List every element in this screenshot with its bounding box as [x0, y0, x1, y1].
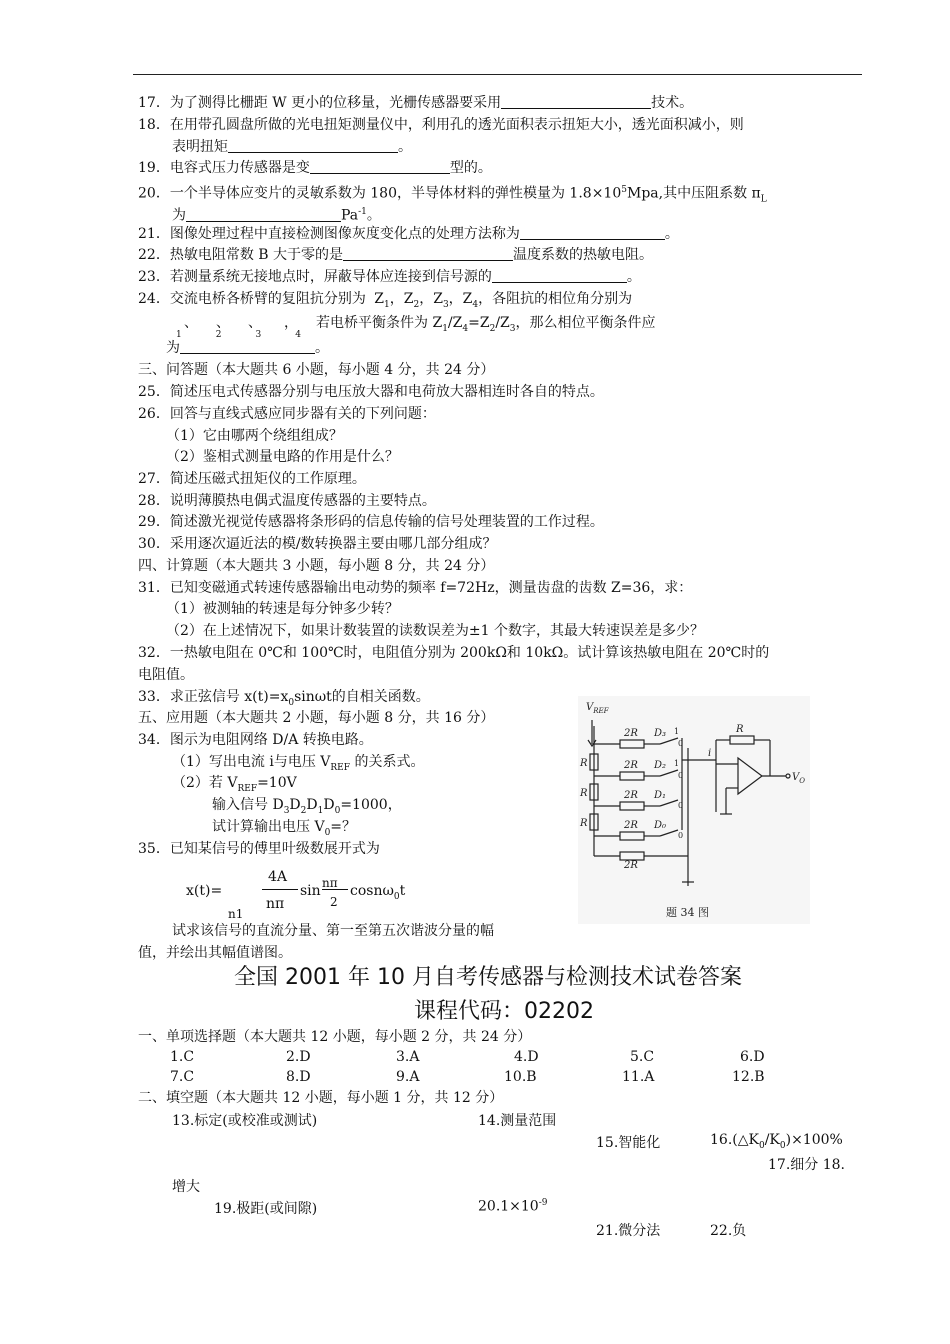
question-17: 17．为了测得比栅距 W 更小的位移量，光栅传感器要采用 技术。 — [138, 95, 694, 111]
header-rule — [133, 74, 862, 75]
question-19: 19．电容式压力传感器是变 型的。 — [138, 160, 492, 176]
answer-blank[interactable] — [180, 339, 315, 354]
formula-sin: sin — [300, 883, 321, 899]
fill-answer-21: 21.微分法 — [596, 1223, 661, 1239]
fig-d0: D₀ — [654, 820, 667, 831]
question-24: 24．交流电桥各桥臂的复阻抗分别为 $Z_1$，$Z_2$，$Z_3$，$Z_4$，各阻抗的相位角分别为 — [138, 291, 633, 310]
formula-frac-den: 2 — [330, 895, 338, 909]
fig-vref-label: $V_{REF}$ — [586, 702, 609, 715]
fill-answer-22: 22.负 — [710, 1223, 747, 1239]
question-32-cont: 电阻值。 — [138, 667, 194, 683]
answer-section-2: 二、填空题（本大题共 12 小题，每小题 1 分，共 12 分） — [138, 1090, 504, 1106]
mc-answer: 1.C — [170, 1049, 195, 1065]
fig-2r-5: 2R — [624, 860, 638, 871]
question-23: 23．若测量系统无接地点时，屏蔽导体应连接到信号源的 。 — [138, 269, 641, 285]
question-28: 28．说明薄膜热电偶式温度传感器的主要特点。 — [138, 493, 436, 509]
question-29: 29．简述激光视觉传感器将条形码的信息传输的信号处理装置的工作过程。 — [138, 514, 604, 530]
question-21: 21．图像处理过程中直接检测图像灰度变化点的处理方法称为 。 — [138, 226, 679, 242]
question-34-3: 输入信号 $D_3D_2D_1D_0=1000$， — [212, 797, 402, 816]
fig-vo: $V_O$ — [792, 772, 805, 785]
mc-answer: 12.B — [732, 1069, 765, 1085]
question-20-cont: 为 $Pa^{-1}$。 — [172, 207, 381, 224]
question-26-1: （1）它由哪两个绕组组成？ — [166, 428, 343, 444]
phase-subscripts: 1 2 3 4 — [176, 330, 301, 340]
fill-answer-17: 17.细分 18. — [768, 1157, 845, 1173]
question-18: 18．在用带孔圆盘所做的光电扭矩测量仪中，利用孔的透光面积表示扭矩大小，透光面积减小，则 — [138, 117, 744, 133]
question-34-1: （1）写出电流 i与电压 $V_{REF}$ 的关系式。 — [172, 754, 425, 773]
question-30: 30．采用逐次逼近法的模/数转换器主要由哪几部分组成？ — [138, 536, 497, 552]
question-33: 33．求正弦信号 $x(t)=x_0\sin\omega t$的自相关函数。 — [138, 689, 430, 708]
fig-r-3: R — [580, 818, 588, 829]
question-31-2: （2）在上述情况下，如果计数装置的读数误差为±1 个数字，其最大转速误差是多少？ — [166, 623, 704, 639]
question-35-cont2: 值，并绘出其幅值谱图。 — [138, 945, 292, 961]
mc-answer: 10.B — [504, 1069, 537, 1085]
fig-d3: D₃ — [654, 728, 667, 739]
fig-r-1: R — [580, 758, 588, 769]
answer-blank[interactable] — [186, 207, 341, 222]
question-26: 26．回答与直线式感应同步器有关的下列问题： — [138, 406, 436, 422]
fig-zero-1: 0 — [678, 739, 684, 748]
question-22: 22．热敏电阻常数 B 大于零的是 温度系数的热敏电阻。 — [138, 247, 654, 263]
answer-section-1: 一、单项选择题（本大题共 12 小题，每小题 2 分，共 24 分） — [138, 1029, 532, 1045]
formula-lhs: x(t)= — [186, 883, 223, 899]
fig-one-1: 1 — [674, 727, 680, 736]
fig-zero-2: 0 — [678, 771, 684, 780]
mc-answer: 2.D — [286, 1049, 311, 1065]
section-4-heading: 四、计算题（本大题共 3 小题，每小题 8 分，共 24 分） — [138, 558, 495, 574]
fig-d1: D₁ — [654, 790, 667, 801]
question-20: 20．一个半导体应变片的灵敏系数为 180，半导体材料的弹性模量为 $1.8\times 10^5Mpa$,其中压阻系数 $\pi_L$ — [138, 185, 767, 205]
question-26-2: （2）鉴相式测量电路的作用是什么？ — [166, 449, 399, 465]
fig-2r-1: 2R — [624, 728, 638, 739]
question-34: 34．图示为电阻网络 D/A 转换电路。 — [138, 732, 373, 748]
formula-denominator: nπ — [266, 896, 285, 912]
question-31-1: （1）被测轴的转速是每分钟多少转？ — [166, 601, 399, 617]
fig-2r-2: 2R — [624, 760, 638, 771]
mc-answer: 6.D — [740, 1049, 765, 1065]
fill-answer-13: 13.标定(或校准或测试) — [172, 1113, 318, 1129]
fig-r-2: R — [580, 788, 588, 799]
mc-answer: 8.D — [286, 1069, 311, 1085]
mc-answer: 7.C — [170, 1069, 195, 1085]
question-24-cont: 为 。 — [166, 340, 329, 356]
answer-blank[interactable] — [310, 159, 450, 174]
answer-course-code: 课程代码：02202 — [414, 999, 594, 1024]
mc-answer: 11.A — [622, 1069, 655, 1085]
fig-2r-3: 2R — [624, 790, 638, 801]
formula-cos: cosnω$_0$t — [350, 883, 406, 902]
answer-title: 全国 2001 年 10 月自考传感器与检测技术试卷答案 — [234, 965, 742, 990]
answer-blank[interactable] — [492, 268, 627, 283]
figure-caption: 题 34 图 — [666, 906, 709, 919]
fill-answer-15: 15.智能化 — [596, 1135, 661, 1151]
question-27: 27．简述压磁式扭矩仪的工作原理。 — [138, 471, 366, 487]
mc-answer: 9.A — [396, 1069, 420, 1085]
fig-d2: D₂ — [654, 760, 667, 771]
question-24-line2: 、 、 、 ， 若电桥平衡条件为 $Z_1/Z_4=Z_2/Z_3$，那么相位平衡条件应 — [184, 315, 656, 334]
fig-r-feedback: R — [736, 724, 744, 735]
fig-zero-3: 0 — [678, 801, 684, 810]
section-5-heading: 五、应用题（本大题共 2 小题，每小题 8 分，共 16 分） — [138, 710, 495, 726]
answer-blank[interactable] — [501, 94, 651, 109]
section-3-heading: 三、问答题（本大题共 6 小题，每小题 4 分，共 24 分） — [138, 362, 495, 378]
question-34-2: （2）若 $V_{REF}=10V$ — [172, 775, 297, 794]
fill-answer-20: $20.1\times 10^{-9}$ — [478, 1198, 548, 1215]
answer-blank[interactable] — [228, 138, 398, 153]
question-35: 35．已知某信号的傅里叶级数展开式为 — [138, 841, 380, 857]
fill-answer-16: $16.(\triangle K_0/K_0)\times 100\%$ — [710, 1132, 843, 1151]
fig-zero-4: 0 — [678, 831, 684, 840]
question-35-cont: 试求该信号的直流分量、第一至第五次谐波分量的幅 — [172, 923, 494, 939]
fill-answer-14: 14.测量范围 — [478, 1113, 557, 1129]
fig-2r-4: 2R — [624, 820, 638, 831]
figure-34-circuit — [578, 696, 810, 924]
question-25: 25．简述压电式传感器分别与电压放大器和电荷放大器相连时各自的特点。 — [138, 384, 604, 400]
question-31: 31．已知变磁通式转速传感器输出电动势的频率 f=72Hz，测量齿盘的齿数 Z=36，求： — [138, 580, 693, 596]
mc-answer: 3.A — [396, 1049, 420, 1065]
question-34-4: 试计算输出电压 $V_0=$？ — [212, 819, 357, 838]
question-18-cont: 表明扭矩 。 — [172, 139, 412, 155]
formula-numerator: 4A — [268, 869, 288, 885]
mc-answer: 4.D — [514, 1049, 539, 1065]
fill-answer-18: 增大 — [172, 1179, 200, 1195]
formula-index: n1 — [228, 907, 244, 921]
fig-one-2: 1 — [674, 759, 680, 768]
mc-answer: 5.C — [630, 1049, 655, 1065]
question-32: 32．一热敏电阻在 0℃和 100℃时，电阻值分别为 200kΩ和 10kΩ。试计算该热敏电阻在 20℃时的 — [138, 645, 770, 661]
answer-blank[interactable] — [343, 246, 513, 261]
formula-frac-num: nπ — [322, 876, 338, 890]
answer-blank[interactable] — [520, 225, 665, 240]
fill-answer-19: 19.极距(或间隙) — [214, 1201, 318, 1217]
fig-i: i — [708, 748, 712, 759]
